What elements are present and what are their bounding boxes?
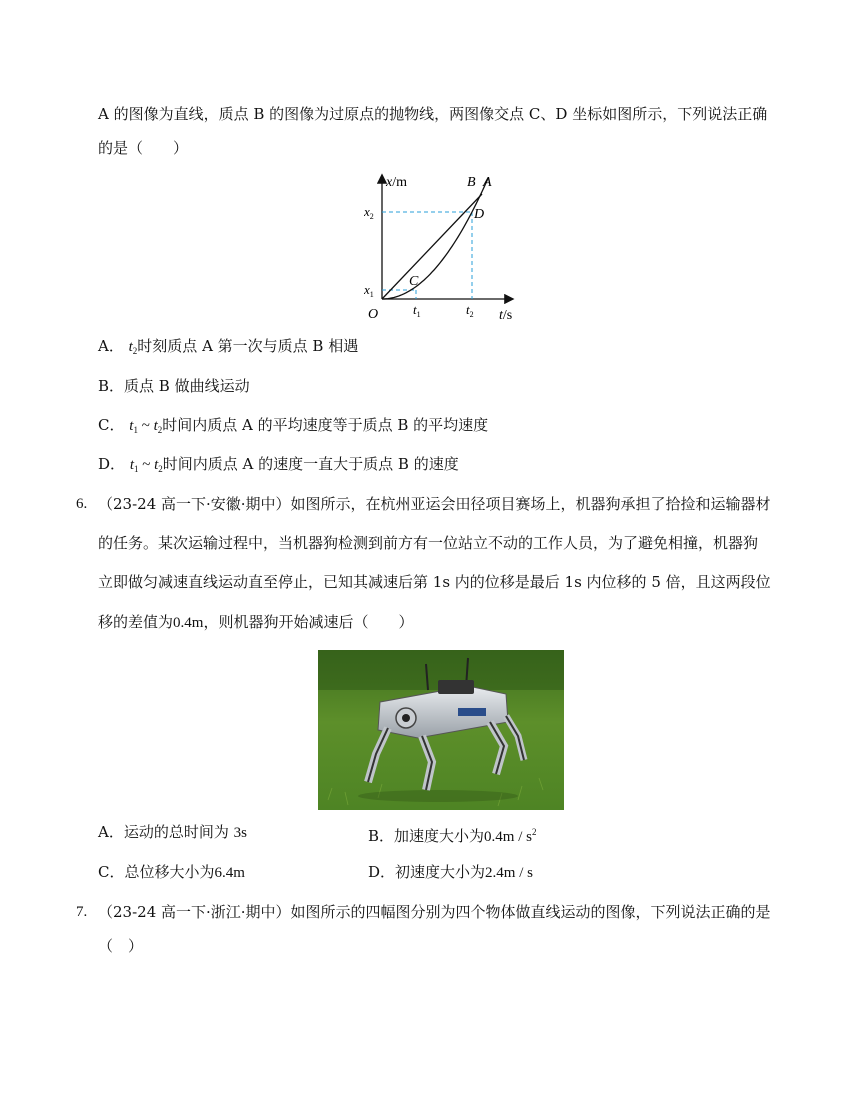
q5-stem-line1: A 的图像为直线，质点 B 的图像为过原点的抛物线，两图像交点 C、D 坐标如图所示，下列说法正确	[98, 105, 768, 123]
curve-b-label: B	[467, 175, 476, 190]
q6-option-b[interactable]: B．加速度大小为$0.4m / s^2$	[368, 827, 537, 845]
q6-option-c[interactable]: C．总位移大小为6.4m	[98, 863, 245, 881]
q6-stem-line3: 立即做匀减速直线运动直至停止，已知其减速后第 1s 内的位移是最后 1s 内位移的 5 倍，且这两段位	[98, 573, 771, 591]
x-axis-label: t/s	[499, 308, 513, 323]
y-axis-label: x/m	[386, 175, 407, 190]
point-c-label: C	[409, 274, 419, 289]
q5-option-b[interactable]: B．质点 B 做曲线运动	[98, 377, 250, 395]
q6-option-a[interactable]: A．运动的总时间为 3s	[98, 823, 247, 841]
q6-number: 6.	[76, 496, 88, 512]
q5-option-a[interactable]: A． $t_2$时刻质点 A 第一次与质点 B 相遇	[98, 337, 359, 356]
robot-dog-photo	[318, 650, 564, 810]
q5-stem-line2: 的是（ ）	[98, 139, 189, 157]
q5-xt-graph	[364, 172, 534, 324]
origin-label: O	[368, 307, 379, 322]
q5-option-c[interactable]: C． $t_1$ ~ $t_2$时间内质点 A 的平均速度等于质点 B 的平均速度	[98, 416, 489, 435]
q7-number: 7.	[76, 904, 88, 920]
line-a-label: A	[483, 175, 492, 190]
q5-option-d[interactable]: D． $t_1$ ~ $t_2$时间内质点 A 的速度一直大于质点 B 的速度	[98, 455, 459, 474]
q6-stem-line2: 的任务。某次运输过程中，当机器狗检测到前方有一位站立不动的工作人员，为了避免相撞，机器狗	[98, 534, 759, 552]
line-a	[382, 194, 485, 299]
t2-tick-label: $t_2$	[466, 302, 474, 319]
t1-tick-label: $t_1$	[413, 302, 421, 319]
q6-stem-line4: 移的差值为0.4m，则机器狗开始减速后（ ）	[98, 613, 414, 631]
q7-stem-line1: （23-24 高一下·浙江·期中）如图所示的四幅图分别为四个物体做直线运动的图像，下列说法正确的是	[98, 903, 771, 921]
x1-tick-label: $x_1$	[364, 282, 374, 299]
q7-stem-line2: （ ）	[98, 937, 144, 955]
point-d-label: D	[474, 207, 485, 222]
q6-option-d[interactable]: D．初速度大小为2.4m / s	[368, 863, 533, 881]
x2-tick-label: $x_2$	[364, 204, 374, 221]
curve-b	[382, 178, 488, 299]
q6-stem-line1: （23-24 高一下·安徽·期中）如图所示，在杭州亚运会田径项目赛场上，机器狗承担了拾捡和运输器材	[98, 495, 771, 513]
